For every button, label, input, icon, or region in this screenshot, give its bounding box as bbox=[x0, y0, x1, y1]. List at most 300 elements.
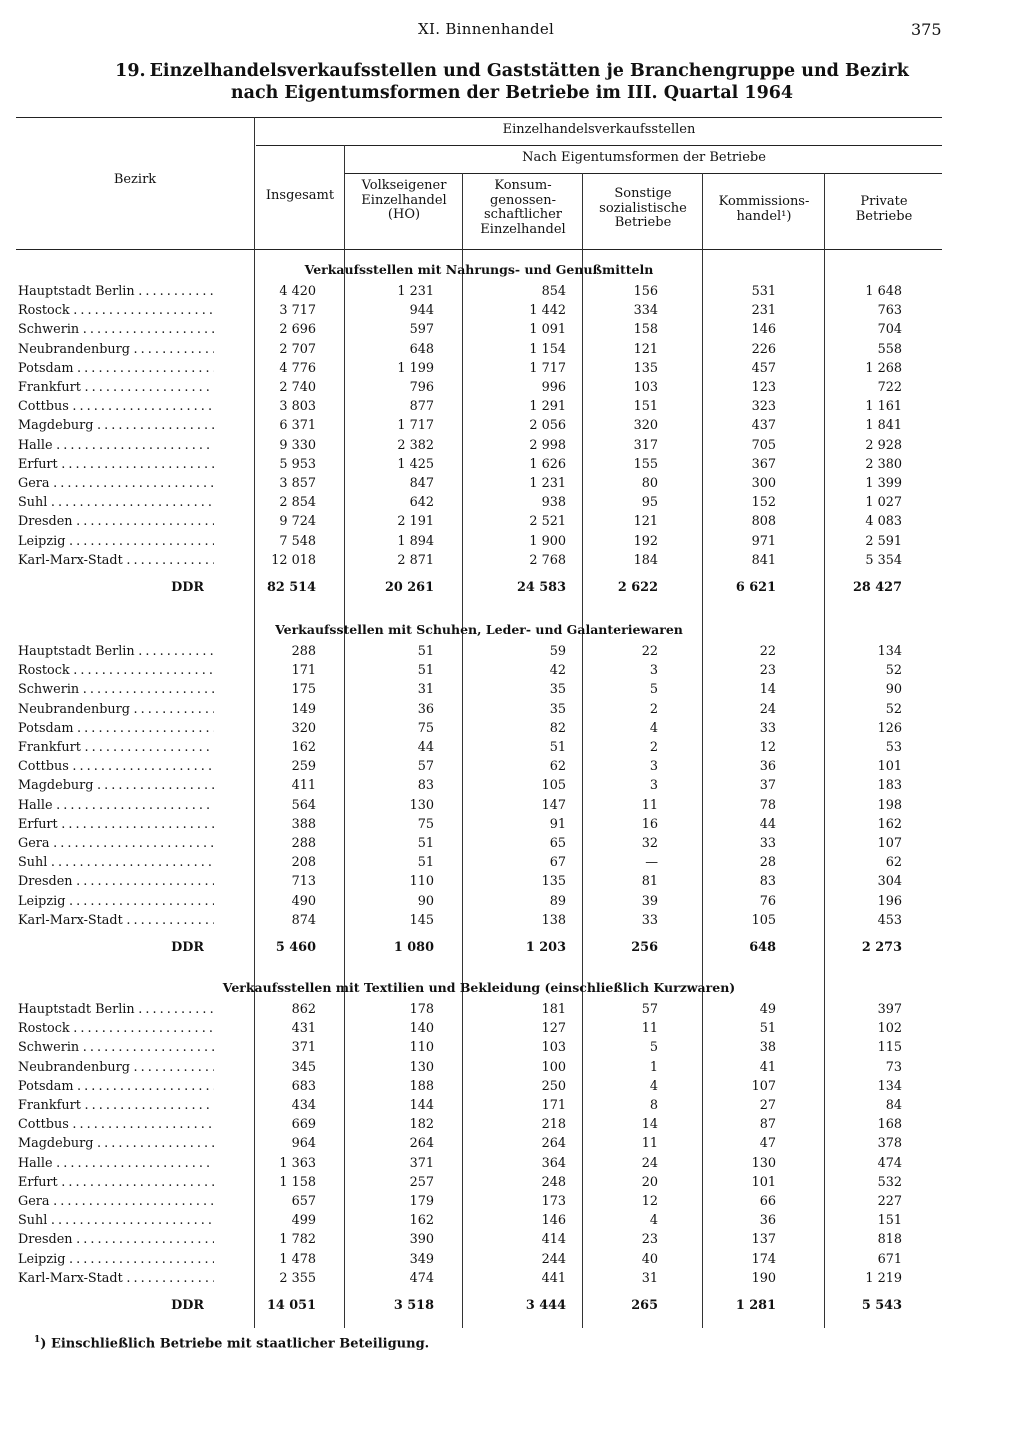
value-cell: 474 bbox=[877, 1155, 902, 1171]
table-row bbox=[16, 721, 942, 740]
total-value-cell: 2 273 bbox=[861, 940, 902, 955]
table-row bbox=[16, 553, 942, 572]
bezirk-name-cell bbox=[18, 798, 214, 813]
column-header-line: Betriebe bbox=[614, 215, 672, 230]
value-cell: 182 bbox=[409, 1117, 434, 1133]
chapter-title: XI. Binnenhandel bbox=[418, 20, 555, 38]
table-row bbox=[16, 836, 942, 855]
value-cell: 192 bbox=[633, 533, 658, 549]
value-cell: 126 bbox=[877, 720, 902, 736]
value-cell: 162 bbox=[291, 740, 316, 755]
total-value-cell: 24 583 bbox=[517, 580, 566, 595]
total-value-cell: 28 427 bbox=[853, 580, 902, 595]
table-row bbox=[16, 894, 942, 913]
column-header-line: Konsum- bbox=[494, 178, 552, 193]
value-cell: 431 bbox=[291, 1021, 316, 1037]
total-value-cell: 648 bbox=[749, 940, 776, 955]
bezirk-name-cell bbox=[18, 855, 214, 870]
value-cell: 11 bbox=[641, 1136, 658, 1152]
total-label: DDR bbox=[171, 580, 204, 595]
value-cell: 944 bbox=[409, 303, 434, 319]
value-cell: 33 bbox=[759, 720, 776, 736]
value-cell: 75 bbox=[417, 720, 434, 736]
value-cell: 208 bbox=[291, 855, 316, 871]
value-cell: 1 425 bbox=[397, 456, 434, 472]
header-bottom-rule bbox=[16, 249, 942, 250]
value-cell: 78 bbox=[759, 797, 776, 813]
value-cell: 146 bbox=[541, 1213, 566, 1229]
column-header-line: schaftlicher bbox=[484, 207, 562, 222]
value-cell: 8 bbox=[649, 1098, 658, 1113]
value-cell: 82 bbox=[549, 720, 566, 736]
value-cell: 87 bbox=[759, 1117, 776, 1133]
value-cell: 218 bbox=[541, 1117, 566, 1133]
column-header-line: Einzelhandel bbox=[480, 221, 566, 237]
value-cell: 1 199 bbox=[397, 360, 434, 376]
value-cell: 138 bbox=[541, 912, 566, 928]
table-row bbox=[16, 418, 942, 437]
value-cell: 713 bbox=[291, 874, 316, 890]
value-cell: 226 bbox=[751, 341, 776, 357]
value-cell: 796 bbox=[409, 380, 434, 395]
total-value-cell: 82 514 bbox=[267, 580, 316, 595]
value-cell: 22 bbox=[759, 644, 776, 659]
subgroup-header-rule bbox=[344, 173, 942, 174]
value-cell: 704 bbox=[877, 322, 902, 338]
value-cell: 390 bbox=[409, 1232, 434, 1248]
table-row bbox=[16, 1252, 942, 1271]
bezirk-name-cell bbox=[18, 303, 214, 318]
value-cell: 1 894 bbox=[397, 533, 434, 549]
value-cell: 49 bbox=[759, 1002, 776, 1017]
bezirk-name-cell bbox=[18, 322, 214, 337]
value-cell: 2 696 bbox=[279, 322, 316, 338]
value-cell: 73 bbox=[885, 1059, 902, 1075]
value-cell: 434 bbox=[291, 1098, 316, 1113]
footnote bbox=[34, 1335, 429, 1351]
bezirk-name: Rostock . . . bbox=[18, 663, 214, 678]
value-cell: 722 bbox=[877, 380, 902, 395]
table-row bbox=[16, 457, 942, 476]
value-cell: 244 bbox=[541, 1251, 566, 1267]
column-header-4 bbox=[584, 187, 702, 231]
table-row bbox=[16, 1021, 942, 1040]
bezirk-name-cell bbox=[18, 1040, 214, 1055]
value-cell: 65 bbox=[549, 836, 566, 851]
bezirk-name: Potsdam . . . bbox=[18, 361, 214, 376]
column-header-line: handel¹) bbox=[736, 208, 792, 224]
value-cell: 196 bbox=[877, 893, 902, 909]
value-cell: 288 bbox=[291, 644, 316, 659]
value-cell: 808 bbox=[751, 514, 776, 530]
value-cell: 2 355 bbox=[279, 1270, 316, 1286]
value-cell: 648 bbox=[409, 341, 434, 357]
total-value-cell: 1 203 bbox=[525, 940, 566, 955]
table-row bbox=[16, 874, 942, 893]
value-cell: 41 bbox=[759, 1059, 776, 1075]
table-row bbox=[16, 913, 942, 932]
bezirk-name: Potsdam . . . bbox=[18, 1079, 214, 1094]
column-header-3 bbox=[464, 179, 582, 237]
table-row bbox=[16, 817, 942, 836]
value-cell: 23 bbox=[759, 663, 776, 679]
column-header-line: Private bbox=[860, 194, 908, 209]
value-cell: 862 bbox=[291, 1002, 316, 1017]
subgroup-header: Nach Eigentumsformen der Betriebe bbox=[522, 150, 766, 165]
bezirk-name-cell bbox=[18, 913, 214, 928]
bezirk-name-cell bbox=[18, 284, 214, 299]
bezirk-name: Cottbus . . . bbox=[18, 399, 214, 414]
value-cell: 181 bbox=[541, 1002, 566, 1017]
value-cell: 304 bbox=[877, 874, 902, 890]
value-cell: 11 bbox=[641, 1021, 658, 1037]
value-cell: 22 bbox=[641, 644, 658, 659]
value-cell: — bbox=[645, 855, 658, 871]
table-row bbox=[16, 284, 942, 303]
value-cell: 107 bbox=[751, 1078, 776, 1094]
bezirk-name: Gera . . . bbox=[18, 1194, 214, 1209]
table-row bbox=[16, 855, 942, 874]
bezirk-name-cell bbox=[18, 1194, 214, 1209]
value-cell: 105 bbox=[751, 912, 776, 928]
total-row bbox=[16, 940, 942, 959]
value-cell: 130 bbox=[751, 1155, 776, 1171]
value-cell: 149 bbox=[291, 701, 316, 717]
value-cell: 12 018 bbox=[271, 552, 316, 568]
total-value-cell: 265 bbox=[631, 1298, 658, 1313]
value-cell: 1 161 bbox=[865, 399, 902, 415]
bezirk-name-cell bbox=[18, 476, 214, 491]
value-cell: 818 bbox=[877, 1232, 902, 1248]
value-cell: 198 bbox=[877, 797, 902, 813]
value-cell: 121 bbox=[633, 514, 658, 530]
value-cell: 320 bbox=[291, 720, 316, 736]
total-label: DDR bbox=[171, 940, 204, 955]
value-cell: 397 bbox=[877, 1002, 902, 1017]
bezirk-name-cell bbox=[18, 1098, 214, 1113]
bezirk-name-cell bbox=[18, 380, 214, 395]
value-cell: 371 bbox=[409, 1155, 434, 1171]
value-cell: 52 bbox=[885, 701, 902, 717]
value-cell: 156 bbox=[633, 284, 658, 299]
section-title: Verkaufsstellen mit Nahrungs- und Genußmitteln bbox=[304, 262, 654, 277]
total-label: DDR bbox=[171, 1298, 204, 1313]
section-title: Verkaufsstellen mit Textilien und Bekleidung (einschließlich Kurzwaren) bbox=[222, 980, 736, 995]
value-cell: 95 bbox=[641, 495, 658, 511]
value-cell: 91 bbox=[549, 816, 566, 832]
footnote-marker: 1 bbox=[34, 1335, 41, 1345]
bezirk-name-cell bbox=[18, 361, 214, 376]
value-cell: 334 bbox=[633, 303, 658, 319]
value-cell: 11 bbox=[641, 797, 658, 813]
value-cell: 31 bbox=[641, 1270, 658, 1286]
value-cell: 103 bbox=[633, 380, 658, 395]
value-cell: 938 bbox=[541, 495, 566, 511]
bezirk-name: Hauptstadt Berlin . . . bbox=[18, 644, 214, 659]
value-cell: 1 648 bbox=[865, 284, 902, 299]
bezirk-name-cell bbox=[18, 1175, 214, 1190]
table-row bbox=[16, 740, 942, 759]
table-row bbox=[16, 1175, 942, 1194]
value-cell: 179 bbox=[409, 1194, 434, 1209]
value-cell: 6 371 bbox=[279, 418, 316, 434]
bezirk-name: Suhl . . . bbox=[18, 855, 214, 870]
value-cell: 174 bbox=[751, 1251, 776, 1267]
value-cell: 23 bbox=[641, 1232, 658, 1248]
bezirk-name: Neubrandenburg . . . bbox=[18, 702, 214, 717]
table-row bbox=[16, 1060, 942, 1079]
value-cell: 371 bbox=[291, 1040, 316, 1056]
bezirk-name: Potsdam . . . bbox=[18, 721, 214, 736]
value-cell: 2 591 bbox=[865, 533, 902, 549]
value-cell: 90 bbox=[885, 682, 902, 698]
value-cell: 3 bbox=[649, 759, 658, 775]
column-header-line: Insgesamt bbox=[265, 188, 335, 203]
value-cell: 597 bbox=[409, 322, 434, 338]
value-cell: 57 bbox=[641, 1002, 658, 1017]
table-top-rule bbox=[16, 117, 942, 118]
value-cell: 964 bbox=[291, 1136, 316, 1152]
value-cell: 532 bbox=[877, 1174, 902, 1190]
value-cell: 657 bbox=[291, 1194, 316, 1209]
value-cell: 2 191 bbox=[397, 514, 434, 530]
value-cell: 3 bbox=[649, 778, 658, 794]
value-cell: 80 bbox=[641, 476, 658, 491]
value-cell: 1 442 bbox=[529, 303, 566, 319]
bezirk-name-cell bbox=[18, 1060, 214, 1075]
table-row bbox=[16, 798, 942, 817]
value-cell: 2 380 bbox=[865, 456, 902, 472]
value-cell: 84 bbox=[885, 1098, 902, 1113]
value-cell: 874 bbox=[291, 912, 316, 928]
bezirk-name-cell bbox=[18, 1002, 214, 1017]
bezirk-name-cell bbox=[18, 778, 214, 793]
value-cell: 183 bbox=[877, 778, 902, 794]
value-cell: 9 724 bbox=[279, 514, 316, 530]
value-cell: 1 158 bbox=[279, 1174, 316, 1190]
value-cell: 162 bbox=[409, 1213, 434, 1229]
value-cell: 4 776 bbox=[279, 360, 316, 376]
value-cell: 854 bbox=[541, 284, 566, 299]
column-header-line: (HO) bbox=[387, 207, 421, 222]
table-row bbox=[16, 1194, 942, 1213]
table-row bbox=[16, 1271, 942, 1290]
value-cell: 42 bbox=[549, 663, 566, 679]
bezirk-name-cell bbox=[18, 495, 214, 510]
total-value-cell: 5 460 bbox=[275, 940, 316, 955]
value-cell: 53 bbox=[885, 740, 902, 755]
table-row bbox=[16, 438, 942, 457]
bezirk-name: Cottbus . . . bbox=[18, 1117, 214, 1132]
table-row bbox=[16, 476, 942, 495]
bezirk-name: Gera . . . bbox=[18, 476, 214, 491]
value-cell: 171 bbox=[541, 1098, 566, 1113]
table-number: 19. bbox=[115, 61, 146, 81]
value-cell: 190 bbox=[751, 1270, 776, 1286]
bezirk-name-cell bbox=[18, 1232, 214, 1247]
value-cell: 499 bbox=[291, 1213, 316, 1229]
value-cell: 35 bbox=[549, 682, 566, 698]
bezirk-name: Halle . . . bbox=[18, 798, 214, 813]
value-cell: 51 bbox=[417, 855, 434, 871]
value-cell: 841 bbox=[751, 552, 776, 568]
bezirk-name-cell bbox=[18, 1117, 214, 1132]
bezirk-name: Erfurt . . . bbox=[18, 1175, 214, 1190]
value-cell: 1 219 bbox=[865, 1270, 902, 1286]
total-value-cell: 3 444 bbox=[525, 1298, 566, 1313]
table-row bbox=[16, 495, 942, 514]
value-cell: 5 bbox=[649, 682, 658, 698]
value-cell: 76 bbox=[759, 893, 776, 909]
value-cell: 288 bbox=[291, 836, 316, 851]
value-cell: 90 bbox=[417, 893, 434, 909]
value-cell: 134 bbox=[877, 1078, 902, 1094]
table-row bbox=[16, 534, 942, 553]
table-row bbox=[16, 361, 942, 380]
value-cell: 5 953 bbox=[279, 456, 316, 472]
value-cell: 121 bbox=[633, 341, 658, 357]
bezirk-name-cell bbox=[18, 1136, 214, 1151]
bezirk-name: Halle . . . bbox=[18, 1156, 214, 1171]
value-cell: 264 bbox=[541, 1136, 566, 1152]
bezirk-name: Leipzig . . . bbox=[18, 534, 214, 549]
value-cell: 996 bbox=[541, 380, 566, 395]
column-header-line: Kommissions- bbox=[718, 194, 810, 209]
value-cell: 130 bbox=[409, 797, 434, 813]
value-cell: 1 626 bbox=[529, 456, 566, 472]
value-cell: 51 bbox=[759, 1021, 776, 1037]
total-row bbox=[16, 580, 942, 599]
value-cell: 264 bbox=[409, 1136, 434, 1152]
value-cell: 14 bbox=[641, 1117, 658, 1133]
value-cell: 101 bbox=[751, 1174, 776, 1190]
value-cell: 12 bbox=[641, 1194, 658, 1209]
group-header: Einzelhandelsverkaufsstellen bbox=[502, 122, 696, 137]
value-cell: 2 854 bbox=[279, 495, 316, 511]
value-cell: 531 bbox=[751, 284, 776, 299]
value-cell: 51 bbox=[417, 836, 434, 851]
value-cell: 1 231 bbox=[397, 284, 434, 299]
bezirk-name: Karl-Marx-Stadt . . . bbox=[18, 913, 214, 928]
value-cell: 1 231 bbox=[529, 476, 566, 491]
section-title: Verkaufsstellen mit Schuhen, Leder- und Galanteriewaren bbox=[275, 622, 683, 637]
value-cell: 62 bbox=[885, 855, 902, 871]
bezirk-name-cell bbox=[18, 418, 214, 433]
value-cell: 81 bbox=[641, 874, 658, 890]
table-row bbox=[16, 1213, 942, 1232]
bezirk-name: Karl-Marx-Stadt . . . bbox=[18, 1271, 214, 1286]
bezirk-name-cell bbox=[18, 534, 214, 549]
bezirk-name: Magdeburg . . . bbox=[18, 418, 214, 433]
value-cell: 2 998 bbox=[529, 437, 566, 453]
value-cell: 1 bbox=[649, 1059, 658, 1075]
bezirk-name: Neubrandenburg . . . bbox=[18, 342, 214, 357]
value-cell: 250 bbox=[541, 1078, 566, 1094]
value-cell: 33 bbox=[641, 912, 658, 928]
value-cell: 1 717 bbox=[529, 360, 566, 376]
running-head bbox=[0, 20, 1024, 42]
value-cell: 20 bbox=[641, 1174, 658, 1190]
value-cell: 1 782 bbox=[279, 1232, 316, 1248]
value-cell: 2 768 bbox=[529, 552, 566, 568]
bezirk-name: Rostock . . . bbox=[18, 303, 214, 318]
value-cell: 1 091 bbox=[529, 322, 566, 338]
value-cell: 57 bbox=[417, 759, 434, 775]
value-cell: 152 bbox=[751, 495, 776, 511]
value-cell: 564 bbox=[291, 797, 316, 813]
value-cell: 145 bbox=[409, 912, 434, 928]
column-header-6 bbox=[826, 195, 942, 224]
value-cell: 7 548 bbox=[279, 533, 316, 549]
bezirk-name-cell bbox=[18, 836, 214, 851]
value-cell: 83 bbox=[759, 874, 776, 890]
value-cell: 257 bbox=[409, 1174, 434, 1190]
value-cell: 1 717 bbox=[397, 418, 434, 434]
value-cell: 2 707 bbox=[279, 341, 316, 357]
column-header-line: sozialistische bbox=[599, 200, 687, 216]
value-cell: 453 bbox=[877, 912, 902, 928]
bezirk-name-cell bbox=[18, 817, 214, 832]
bezirk-name-cell bbox=[18, 682, 214, 697]
value-cell: 184 bbox=[633, 552, 658, 568]
value-cell: 27 bbox=[759, 1098, 776, 1113]
value-cell: 2 740 bbox=[279, 380, 316, 395]
value-cell: 12 bbox=[759, 740, 776, 755]
value-cell: 642 bbox=[409, 495, 434, 511]
column-header-1 bbox=[256, 189, 344, 204]
value-cell: 105 bbox=[541, 778, 566, 794]
bezirk-name: Hauptstadt Berlin . . . bbox=[18, 284, 214, 299]
value-cell: 847 bbox=[409, 476, 434, 491]
value-cell: 3 717 bbox=[279, 303, 316, 319]
value-cell: 1 478 bbox=[279, 1251, 316, 1267]
value-cell: 51 bbox=[549, 740, 566, 755]
value-cell: 110 bbox=[409, 1040, 434, 1056]
value-cell: 146 bbox=[751, 322, 776, 338]
value-cell: 24 bbox=[641, 1155, 658, 1171]
bezirk-name-cell bbox=[18, 1079, 214, 1094]
bezirk-name-cell bbox=[18, 553, 214, 568]
value-cell: 102 bbox=[877, 1021, 902, 1037]
value-cell: 671 bbox=[877, 1251, 902, 1267]
value-cell: 1 027 bbox=[865, 495, 902, 511]
bezirk-name-cell bbox=[18, 894, 214, 909]
value-cell: 490 bbox=[291, 893, 316, 909]
table-row bbox=[16, 303, 942, 322]
bezirk-name: Dresden . . . bbox=[18, 1232, 214, 1247]
total-value-cell: 1 080 bbox=[393, 940, 434, 955]
table-row bbox=[16, 702, 942, 721]
bezirk-name: Frankfurt . . . bbox=[18, 1098, 214, 1113]
value-cell: 51 bbox=[417, 644, 434, 659]
total-value-cell: 6 621 bbox=[735, 580, 776, 595]
value-cell: 83 bbox=[417, 778, 434, 794]
bezirk-name: Schwerin . . . bbox=[18, 682, 214, 697]
group-header-rule bbox=[256, 145, 942, 146]
value-cell: 66 bbox=[759, 1194, 776, 1209]
value-cell: 67 bbox=[549, 855, 566, 871]
value-cell: 115 bbox=[877, 1040, 902, 1056]
value-cell: 47 bbox=[759, 1136, 776, 1152]
bezirk-name: Dresden . . . bbox=[18, 514, 214, 529]
bezirk-name: Rostock . . . bbox=[18, 1021, 214, 1036]
table-row bbox=[16, 1117, 942, 1136]
value-cell: 101 bbox=[877, 759, 902, 775]
footnote-text: ) Einschließlich Betriebe mit staatlicher Beteiligung. bbox=[40, 1336, 430, 1352]
value-cell: 52 bbox=[885, 663, 902, 679]
value-cell: 3 857 bbox=[279, 476, 316, 491]
value-cell: 2 bbox=[649, 701, 658, 717]
